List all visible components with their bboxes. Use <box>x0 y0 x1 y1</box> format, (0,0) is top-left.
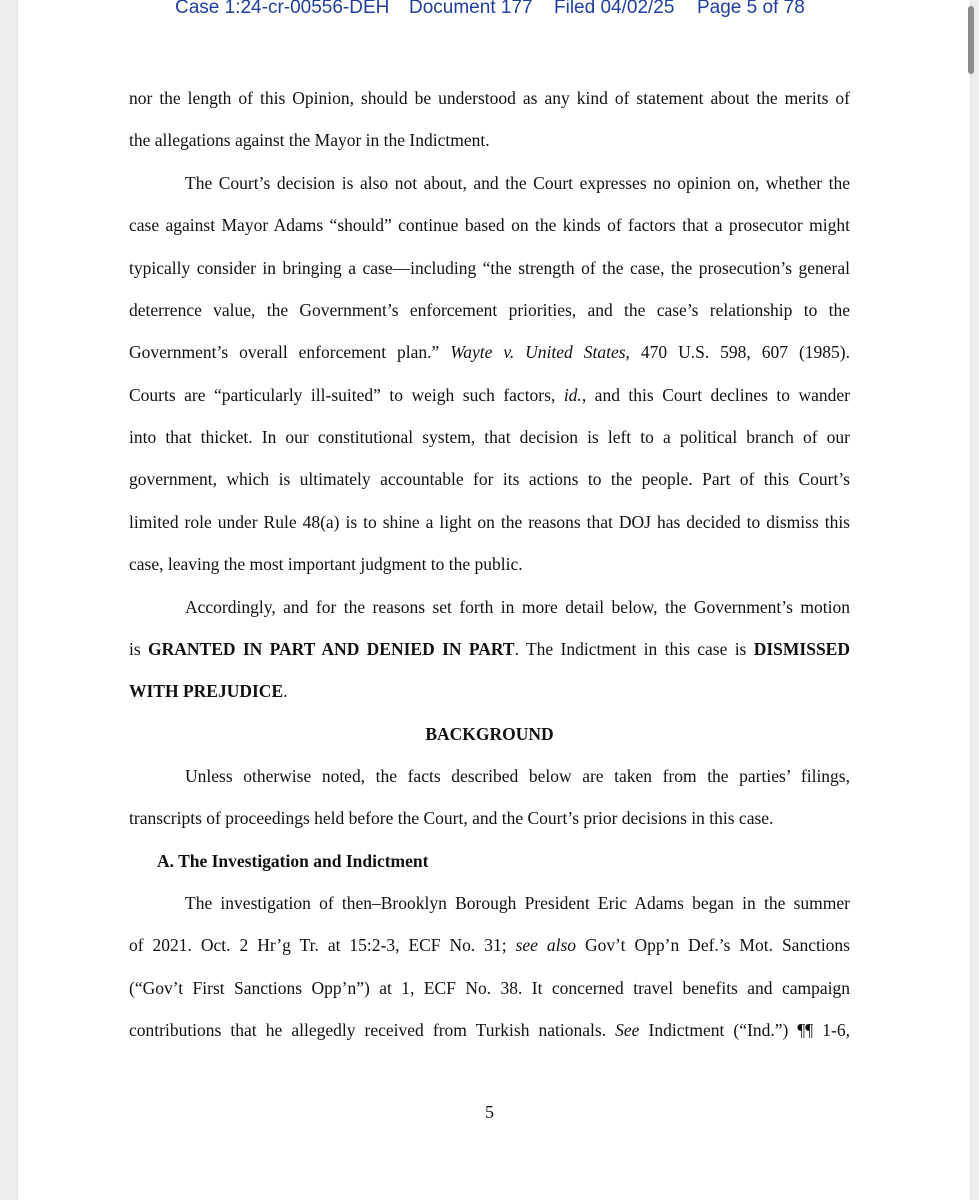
text-line: the allegations against the Mayor in the Indictment. <box>129 130 490 150</box>
text-run: , and this Court declines to wander <box>581 385 850 405</box>
text-line: The investigation of then–Brooklyn Borough President Eric Adams began in the summer <box>185 893 850 913</box>
text-line <box>129 383 850 407</box>
text-line <box>129 340 850 364</box>
subsection-heading-a: A. The Investigation and Indictment <box>157 851 429 871</box>
text-run: . <box>283 681 288 701</box>
case-citation: Wayte v. United States <box>450 342 626 362</box>
text-run: , 470 U.S. 598, 607 (1985). <box>625 342 850 362</box>
text-run: . The Indictment in this case is <box>514 639 754 659</box>
text-line: case, leaving the most important judgment to the public. <box>129 554 523 574</box>
with-prejudice-bold: WITH PREJUDICE <box>129 681 284 701</box>
dismissed-bold: DISMISSED <box>753 639 850 659</box>
text-line: deterrence value, the Government’s enforcement priorities, and the case’s relationship to the <box>129 300 850 320</box>
section-heading-background: BACKGROUND <box>425 724 554 744</box>
text-line: Accordingly, and for the reasons set forth in more detail below, the Government’s motion <box>185 597 850 617</box>
text-line <box>129 637 850 661</box>
text-line: nor the length of this Opinion, should be understood as any kind of statement about the merits of <box>129 88 850 108</box>
text-line: (“Gov’t First Sanctions Opp’n”) at 1, ECF No. 38. It concerned travel benefits and campaign <box>129 978 850 998</box>
text-run: of 2021. Oct. 2 Hr’g Tr. at 15:2-3, ECF No. 31; <box>129 935 516 955</box>
text-line: typically consider in bringing a case—including “the strength of the case, the prosecution’s general <box>129 258 850 278</box>
text-line: transcripts of proceedings held before the Court, and the Court’s prior decisions in this case. <box>129 808 774 828</box>
see-also-signal: see also <box>515 935 577 955</box>
page-number: 5 <box>485 1102 494 1122</box>
vertical-scrollbar-thumb[interactable] <box>968 6 974 74</box>
filed-date: Filed 04/02/25 <box>554 0 675 18</box>
text-line <box>129 933 850 957</box>
document-page <box>18 0 970 1200</box>
ecf-header-stamp <box>18 0 961 27</box>
case-number: Case 1:24-cr-00556-DEH <box>175 0 390 18</box>
text-run: Indictment (“Ind.”) ¶¶ 1-6, <box>639 1020 850 1040</box>
text-run: contributions that he allegedly received from Turkish nationals. <box>129 1020 616 1040</box>
id-citation: id. <box>563 385 582 405</box>
text-run: Courts are “particularly ill-suited” to weigh such factors, <box>129 385 564 405</box>
text-run: Government’s overall enforcement plan.” <box>129 342 451 362</box>
document-number: Document 177 <box>409 0 533 18</box>
text-run: is <box>129 639 149 659</box>
text-line: into that thicket. In our constitutional system, that decision is left to a political branch of our <box>129 427 850 447</box>
text-line: government, which is ultimately accountable for its actions to the people. Part of this Court’s <box>129 469 850 489</box>
text-line: limited role under Rule 48(a) is to shine a light on the reasons that DOJ has decided to dismiss this <box>129 512 850 532</box>
text-line: The Court’s decision is also not about, and the Court expresses no opinion on, whether the <box>185 173 850 193</box>
text-line: Unless otherwise noted, the facts described below are taken from the parties’ filings, <box>185 766 850 786</box>
holding-bold: GRANTED IN PART AND DENIED IN PART <box>148 639 515 659</box>
text-run: Gov’t Opp’n Def.’s Mot. Sanctions <box>576 935 850 955</box>
text-line <box>129 1018 850 1042</box>
text-line: case against Mayor Adams “should” continue based on the kinds of factors that a prosecutor might <box>129 215 850 235</box>
text-line <box>129 679 850 703</box>
page-indicator: Page 5 of 78 <box>697 0 805 18</box>
see-signal: See <box>615 1020 640 1040</box>
